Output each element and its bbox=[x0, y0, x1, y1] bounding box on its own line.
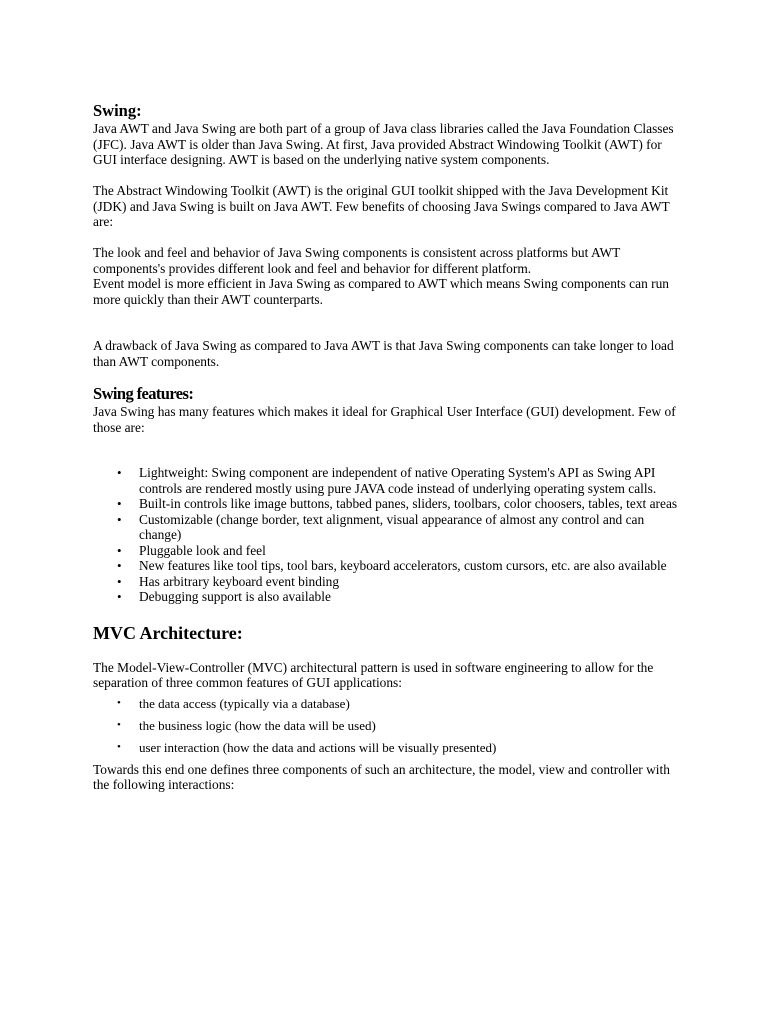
list-item: • the data access (typically via a database) bbox=[139, 696, 680, 712]
paragraph-drawback: A drawback of Java Swing as compared to Java AWT is that Java Swing components can take longer to load than AWT components. bbox=[93, 338, 674, 369]
paragraph-swing-intro: Java AWT and Java Swing are both part of a group of Java class libraries called the Java Foundation Classes (JFC). Java AWT is older than Java Swing. At first, Java provided Abstract Windowing Toolkit (AWT) for GUI interface designing. AWT is based on the underlying native system components. bbox=[93, 121, 674, 167]
list-item: • the business logic (how the data will be used) bbox=[139, 718, 680, 734]
list-item: • Lightweight: Swing component are independent of native Operating System's API as Swing API controls are rendered mostly using pure JAVA code instead of underlying operating system calls. bbox=[139, 465, 680, 496]
list-item: • Debugging support is also available bbox=[139, 589, 680, 605]
list-item: • New features like tool tips, tool bars, keyboard accelerators, custom cursors, etc. are also available bbox=[139, 558, 680, 574]
paragraph-mvc-intro: The Model-View-Controller (MVC) architectural pattern is used in software engineering to allow for the separation of three common features of GUI applications: bbox=[93, 659, 654, 690]
heading-swing-features: Swing features: bbox=[93, 384, 194, 403]
paragraph-look-and-feel: The look and feel and behavior of Java Swing components is consistent across platforms but AWT components's provides different look and feel and behavior for different platform. bbox=[93, 245, 621, 276]
list-item: • Built-in controls like image buttons, tabbed panes, sliders, toolbars, color choosers, tables, text areas bbox=[139, 496, 680, 512]
paragraph-mvc-outro: Towards this end one defines three components of such an architecture, the model, view and controller with the following interactions: bbox=[93, 761, 670, 792]
paragraph-event-model: Event model is more efficient in Java Swing as compared to AWT which means Swing components can run more quickly than their AWT counterparts. bbox=[93, 276, 669, 307]
paragraph-features-intro: Java Swing has many features which makes it ideal for Graphical User Interface (GUI) development. Few of those are: bbox=[93, 404, 676, 435]
mvc-features-list bbox=[93, 696, 680, 756]
features-list bbox=[93, 465, 680, 605]
list-item: • Has arbitrary keyboard event binding bbox=[139, 574, 680, 590]
heading-mvc-architecture: MVC Architecture: bbox=[93, 622, 243, 643]
list-item: • Customizable (change border, text alignment, visual appearance of almost any control and can change) bbox=[139, 512, 680, 543]
paragraph-awt-description: The Abstract Windowing Toolkit (AWT) is the original GUI toolkit shipped with the Java Development Kit (JDK) and Java Swing is built on Java AWT. Few benefits of choosing Java Swings compared to Java AWT are: bbox=[93, 183, 670, 229]
list-item: • user interaction (how the data and actions will be visually presented) bbox=[139, 740, 680, 756]
list-item: • Pluggable look and feel bbox=[139, 543, 680, 559]
heading-swing: Swing: bbox=[93, 101, 142, 120]
